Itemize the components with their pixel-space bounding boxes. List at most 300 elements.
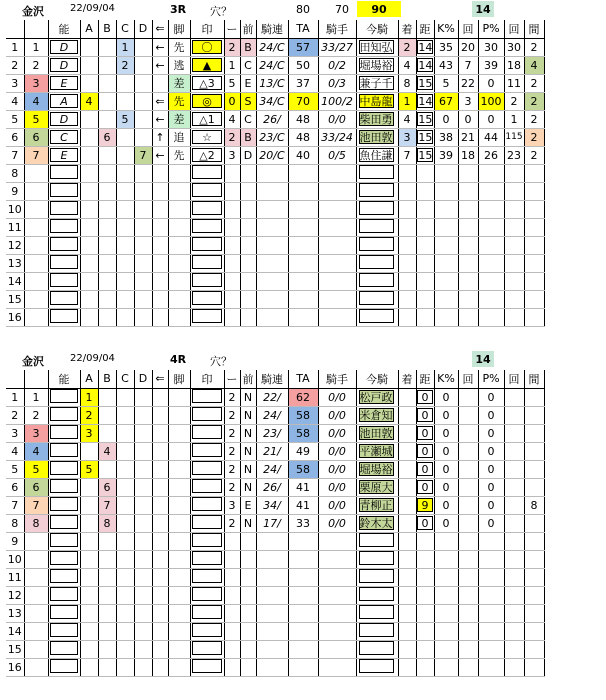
header-prev-rank: ー xyxy=(224,20,240,38)
prev-class-cell xyxy=(240,550,256,568)
ability-box xyxy=(50,551,78,565)
ta-cell xyxy=(288,218,318,236)
header-row-index xyxy=(6,20,24,38)
col-a-cell: 4 xyxy=(80,92,98,110)
style-cell xyxy=(168,460,190,478)
ability-cell xyxy=(48,550,80,568)
arrow-cell xyxy=(152,460,168,478)
interval-cell xyxy=(524,200,544,218)
col-c-cell xyxy=(116,658,134,676)
col-b-cell xyxy=(98,424,116,442)
mark-cell xyxy=(190,164,224,182)
count-2-cell: 2 xyxy=(504,92,524,110)
distance-cell xyxy=(416,388,434,406)
col-b-cell xyxy=(98,200,116,218)
table-row xyxy=(6,254,544,272)
p-pct-cell xyxy=(478,218,504,236)
col-d-cell xyxy=(134,496,152,514)
count-2-cell: 115 xyxy=(504,128,524,146)
style-cell xyxy=(168,218,190,236)
header-horse-number xyxy=(24,20,48,38)
col-a-cell xyxy=(80,496,98,514)
header-col-b: B xyxy=(98,20,116,38)
k-pct-cell xyxy=(434,200,458,218)
k-pct-cell xyxy=(434,182,458,200)
col-c-cell: 2 xyxy=(116,56,134,74)
ability-cell xyxy=(48,388,80,406)
header-ta: TA xyxy=(288,20,318,38)
prev-class-cell xyxy=(240,604,256,622)
p-pct-cell: 0 xyxy=(478,110,504,128)
table-row xyxy=(6,622,544,640)
table-row xyxy=(6,290,544,308)
count-2-cell xyxy=(504,254,524,272)
col-b-cell xyxy=(98,38,116,56)
mark-box xyxy=(192,659,222,673)
distance-cell xyxy=(416,110,434,128)
ta-cell: 48 xyxy=(288,128,318,146)
arrow-cell xyxy=(152,200,168,218)
prev-class-cell xyxy=(240,164,256,182)
prev-rank-cell xyxy=(224,218,240,236)
finish-cell xyxy=(398,218,416,236)
prev-rank-cell xyxy=(224,586,240,604)
prev-class-cell xyxy=(240,532,256,550)
finish-cell xyxy=(398,272,416,290)
arrow-cell xyxy=(152,568,168,586)
style-cell xyxy=(168,532,190,550)
mark-box xyxy=(192,219,222,233)
col-a-cell xyxy=(80,658,98,676)
mark-box xyxy=(192,273,222,287)
horse-number-cell xyxy=(24,290,48,308)
count-1-cell xyxy=(458,200,478,218)
col-d-cell xyxy=(134,254,152,272)
col-a-cell xyxy=(80,604,98,622)
col-c-cell xyxy=(116,514,134,532)
horse-number-cell: 6 xyxy=(24,128,48,146)
col-c-cell xyxy=(116,424,134,442)
jockey-rate-cell xyxy=(318,254,356,272)
horse-number-cell xyxy=(24,272,48,290)
finish-cell xyxy=(398,514,416,532)
jockey-name-box: 平瀬城 xyxy=(359,445,393,458)
distance-box: 9 xyxy=(417,498,432,512)
table-row xyxy=(6,442,544,460)
prev-class-cell: E xyxy=(240,496,256,514)
arrow-cell xyxy=(152,164,168,182)
jockey-combo-cell: 26/ xyxy=(256,110,288,128)
mark-box xyxy=(192,407,222,421)
jockey-name-cell xyxy=(356,38,398,56)
jockey-name-box: 柴田勇 xyxy=(359,113,393,126)
prev-rank-cell: 2 xyxy=(224,424,240,442)
finish-cell: 2 xyxy=(398,38,416,56)
finish-cell xyxy=(398,568,416,586)
header-k-pct: K% xyxy=(434,20,458,38)
col-c-cell xyxy=(116,272,134,290)
interval-cell xyxy=(524,424,544,442)
interval-cell xyxy=(524,164,544,182)
table-row xyxy=(6,514,544,532)
jockey-name-cell xyxy=(356,146,398,164)
distance-box: 0 xyxy=(417,426,432,440)
header-jockey-rate: 騎手 xyxy=(318,370,356,388)
jockey-rate-cell xyxy=(318,308,356,326)
col-a-cell: 1 xyxy=(80,388,98,406)
col-c-cell xyxy=(116,128,134,146)
mark-cell xyxy=(190,110,224,128)
prev-rank-cell xyxy=(224,236,240,254)
style-cell xyxy=(168,658,190,676)
k-pct-cell xyxy=(434,622,458,640)
ability-cell xyxy=(48,146,80,164)
ta-cell xyxy=(288,622,318,640)
col-d-cell xyxy=(134,56,152,74)
style-cell: 差 xyxy=(168,110,190,128)
jockey-name-cell xyxy=(356,110,398,128)
style-cell xyxy=(168,200,190,218)
ta-cell: 37 xyxy=(288,74,318,92)
header-arrow: ⇐ xyxy=(152,20,168,38)
jockey-combo-cell xyxy=(256,290,288,308)
header-style: 脚 xyxy=(168,20,190,38)
header-col-c: C xyxy=(116,20,134,38)
interval-cell xyxy=(524,442,544,460)
interval-cell xyxy=(524,308,544,326)
finish-cell xyxy=(398,388,416,406)
distance-box: 0 xyxy=(417,516,432,530)
prev-rank-cell xyxy=(224,254,240,272)
prev-class-cell: N xyxy=(240,406,256,424)
prev-rank-cell: 2 xyxy=(224,388,240,406)
table-row xyxy=(6,218,544,236)
arrow-cell xyxy=(152,272,168,290)
distance-cell xyxy=(416,38,434,56)
jockey-rate-cell xyxy=(318,532,356,550)
header-col-c: C xyxy=(116,370,134,388)
col-b-cell xyxy=(98,406,116,424)
table-row xyxy=(6,568,544,586)
horse-number-cell: 1 xyxy=(24,38,48,56)
count-1-cell xyxy=(458,406,478,424)
p-pct-cell: 0 xyxy=(478,514,504,532)
interval-cell xyxy=(524,182,544,200)
jockey-combo-cell xyxy=(256,568,288,586)
mark-box xyxy=(192,165,222,179)
ability-cell xyxy=(48,56,80,74)
col-d-cell xyxy=(134,568,152,586)
table-row xyxy=(6,164,544,182)
horse-number-cell: 3 xyxy=(24,74,48,92)
interval-cell xyxy=(524,604,544,622)
prev-class-cell: B xyxy=(240,128,256,146)
jockey-name-cell xyxy=(356,550,398,568)
p-pct-cell xyxy=(478,640,504,658)
arrow-cell xyxy=(152,218,168,236)
prev-class-cell xyxy=(240,622,256,640)
horse-number-cell xyxy=(24,604,48,622)
mark-box xyxy=(192,479,222,493)
ta-cell xyxy=(288,254,318,272)
ability-cell xyxy=(48,308,80,326)
header-arrow: ⇐ xyxy=(152,370,168,388)
arrow-cell xyxy=(152,604,168,622)
ta-cell: 58 xyxy=(288,424,318,442)
ability-box xyxy=(50,255,78,269)
col-a-cell xyxy=(80,514,98,532)
style-cell xyxy=(168,568,190,586)
jockey-name-box: 堀場裕 xyxy=(359,59,393,72)
jockey-name-box: 兼子千 xyxy=(359,77,393,90)
col-d-cell xyxy=(134,218,152,236)
finish-cell xyxy=(398,254,416,272)
row-index-cell: 1 xyxy=(6,388,24,406)
horse-number-cell: 8 xyxy=(24,514,48,532)
prev-rank-cell: 2 xyxy=(224,460,240,478)
prev-rank-cell: 0 xyxy=(224,92,240,110)
distance-cell xyxy=(416,478,434,496)
mark-box: △3 xyxy=(192,76,222,90)
count-1-cell xyxy=(458,658,478,676)
distance-cell xyxy=(416,658,434,676)
mark-box xyxy=(192,255,222,269)
col-c-cell xyxy=(116,164,134,182)
k-pct-cell: 0 xyxy=(434,460,458,478)
ability-box xyxy=(50,497,78,511)
ability-cell xyxy=(48,622,80,640)
style-cell xyxy=(168,514,190,532)
col-d-cell xyxy=(134,74,152,92)
jockey-rate-cell: 33/27 xyxy=(318,38,356,56)
count-2-cell xyxy=(504,478,524,496)
jockey-name-cell xyxy=(356,442,398,460)
jockey-combo-cell: 24/ xyxy=(256,460,288,478)
mark-box xyxy=(192,461,222,475)
header-value-14: 14 xyxy=(472,351,494,367)
col-b-cell: 8 xyxy=(98,514,116,532)
col-c-cell xyxy=(116,640,134,658)
k-pct-cell xyxy=(434,272,458,290)
col-a-cell xyxy=(80,236,98,254)
jockey-name-box xyxy=(359,183,394,197)
col-d-cell xyxy=(134,586,152,604)
row-index-cell: 11 xyxy=(6,218,24,236)
header-mark: 印 xyxy=(190,20,224,38)
distance-cell xyxy=(416,496,434,514)
ability-box xyxy=(50,623,78,637)
ability-box xyxy=(50,659,78,673)
count-1-cell: 21 xyxy=(458,128,478,146)
col-c-cell xyxy=(116,532,134,550)
count-2-cell xyxy=(504,442,524,460)
table-row xyxy=(6,586,544,604)
count-2-cell xyxy=(504,182,524,200)
finish-cell xyxy=(398,290,416,308)
horse-number-cell xyxy=(24,550,48,568)
arrow-cell: ← xyxy=(152,38,168,56)
ability-cell xyxy=(48,514,80,532)
col-c-cell xyxy=(116,550,134,568)
finish-cell: 3 xyxy=(398,128,416,146)
prev-class-cell xyxy=(240,200,256,218)
count-2-cell xyxy=(504,218,524,236)
distance-cell xyxy=(416,568,434,586)
style-cell xyxy=(168,622,190,640)
count-2-cell xyxy=(504,640,524,658)
header-count-2: 回 xyxy=(504,370,524,388)
col-d-cell xyxy=(134,272,152,290)
count-1-cell xyxy=(458,460,478,478)
col-d-cell xyxy=(134,622,152,640)
col-d-cell xyxy=(134,164,152,182)
distance-box: 14 xyxy=(418,95,433,108)
header-finish: 着 xyxy=(398,370,416,388)
table-row xyxy=(6,496,544,514)
col-d-cell xyxy=(134,388,152,406)
prev-rank-cell xyxy=(224,308,240,326)
ability-cell xyxy=(48,478,80,496)
jockey-rate-cell xyxy=(318,550,356,568)
jockey-name-cell xyxy=(356,622,398,640)
col-a-cell: 2 xyxy=(80,406,98,424)
jockey-rate-cell xyxy=(318,622,356,640)
prev-rank-cell xyxy=(224,640,240,658)
ability-box xyxy=(50,237,78,251)
ability-cell xyxy=(48,460,80,478)
col-b-cell xyxy=(98,640,116,658)
row-index-cell: 15 xyxy=(6,290,24,308)
col-b-cell xyxy=(98,182,116,200)
prev-class-cell xyxy=(240,236,256,254)
style-cell xyxy=(168,254,190,272)
count-1-cell xyxy=(458,568,478,586)
ta-cell xyxy=(288,586,318,604)
count-1-cell xyxy=(458,550,478,568)
ability-cell xyxy=(48,658,80,676)
col-a-cell xyxy=(80,532,98,550)
mark-box: ☆ xyxy=(192,130,222,144)
mark-cell xyxy=(190,424,224,442)
jockey-name-box xyxy=(359,165,394,179)
finish-cell xyxy=(398,604,416,622)
distance-cell xyxy=(416,550,434,568)
jockey-combo-cell: 24/ xyxy=(256,406,288,424)
k-pct-cell: 5 xyxy=(434,74,458,92)
col-a-cell xyxy=(80,56,98,74)
arrow-cell xyxy=(152,290,168,308)
jockey-combo-cell: 24/C xyxy=(256,56,288,74)
header-prev-class: 前 xyxy=(240,370,256,388)
jockey-name-box: 田知弘 xyxy=(359,41,393,54)
k-pct-cell xyxy=(434,164,458,182)
ability-cell xyxy=(48,640,80,658)
finish-cell: 7 xyxy=(398,146,416,164)
header-ability: 能 xyxy=(48,20,80,38)
prev-rank-cell: 2 xyxy=(224,406,240,424)
distance-box: 14 xyxy=(418,59,433,72)
finish-cell: 4 xyxy=(398,110,416,128)
race-number: 3R xyxy=(170,3,187,16)
p-pct-cell: 39 xyxy=(478,56,504,74)
header-jockey-name: 今騎 xyxy=(356,370,398,388)
table-row xyxy=(6,550,544,568)
col-c-cell xyxy=(116,586,134,604)
jockey-combo-cell: 13/C xyxy=(256,74,288,92)
col-c-cell xyxy=(116,92,134,110)
ability-cell xyxy=(48,38,80,56)
row-index-cell: 10 xyxy=(6,200,24,218)
jockey-rate-cell xyxy=(318,218,356,236)
table-row xyxy=(6,236,544,254)
jockey-name-box: 堀場裕 xyxy=(359,463,393,476)
col-d-cell xyxy=(134,460,152,478)
k-pct-cell xyxy=(434,604,458,622)
prev-rank-cell: 2 xyxy=(224,38,240,56)
table-row xyxy=(6,478,544,496)
mark-cell xyxy=(190,388,224,406)
style-cell: 逃 xyxy=(168,56,190,74)
prev-class-cell xyxy=(240,290,256,308)
mark-cell xyxy=(190,442,224,460)
jockey-name-box xyxy=(359,551,394,565)
row-index-cell: 9 xyxy=(6,182,24,200)
ability-box xyxy=(50,587,78,601)
prev-rank-cell: 2 xyxy=(224,478,240,496)
horse-number-cell: 6 xyxy=(24,478,48,496)
horse-number-cell: 4 xyxy=(24,442,48,460)
interval-cell: 2 xyxy=(524,92,544,110)
distance-box: 15 xyxy=(418,131,433,144)
interval-cell: 4 xyxy=(524,56,544,74)
k-pct-cell xyxy=(434,568,458,586)
col-b-cell xyxy=(98,622,116,640)
jockey-name-box xyxy=(359,309,394,323)
count-2-cell xyxy=(504,496,524,514)
jockey-name-box xyxy=(359,273,394,287)
header-count-2: 回 xyxy=(504,20,524,38)
style-cell xyxy=(168,164,190,182)
jockey-combo-cell xyxy=(256,218,288,236)
distance-cell xyxy=(416,442,434,460)
distance-box: 15 xyxy=(418,149,433,162)
col-d-cell xyxy=(134,532,152,550)
jockey-name-box: 栗原大 xyxy=(359,481,393,494)
row-index-cell: 10 xyxy=(6,550,24,568)
distance-cell xyxy=(416,74,434,92)
jockey-name-cell xyxy=(356,290,398,308)
p-pct-cell xyxy=(478,658,504,676)
interval-cell xyxy=(524,254,544,272)
jockey-name-box: 米倉知 xyxy=(359,409,393,422)
interval-cell xyxy=(524,272,544,290)
mark-box xyxy=(192,641,222,655)
interval-cell xyxy=(524,622,544,640)
row-index-cell: 12 xyxy=(6,586,24,604)
jockey-name-cell xyxy=(356,236,398,254)
mark-box xyxy=(192,587,222,601)
jockey-combo-cell: 23/ xyxy=(256,424,288,442)
jockey-name-box: 松戸政 xyxy=(359,391,393,404)
mark-cell xyxy=(190,550,224,568)
col-d-cell xyxy=(134,406,152,424)
mark-cell xyxy=(190,290,224,308)
interval-cell xyxy=(524,640,544,658)
ability-box: D xyxy=(50,112,78,126)
jockey-name-box xyxy=(359,237,394,251)
jockey-rate-cell: 33/24 xyxy=(318,128,356,146)
col-c-cell xyxy=(116,74,134,92)
